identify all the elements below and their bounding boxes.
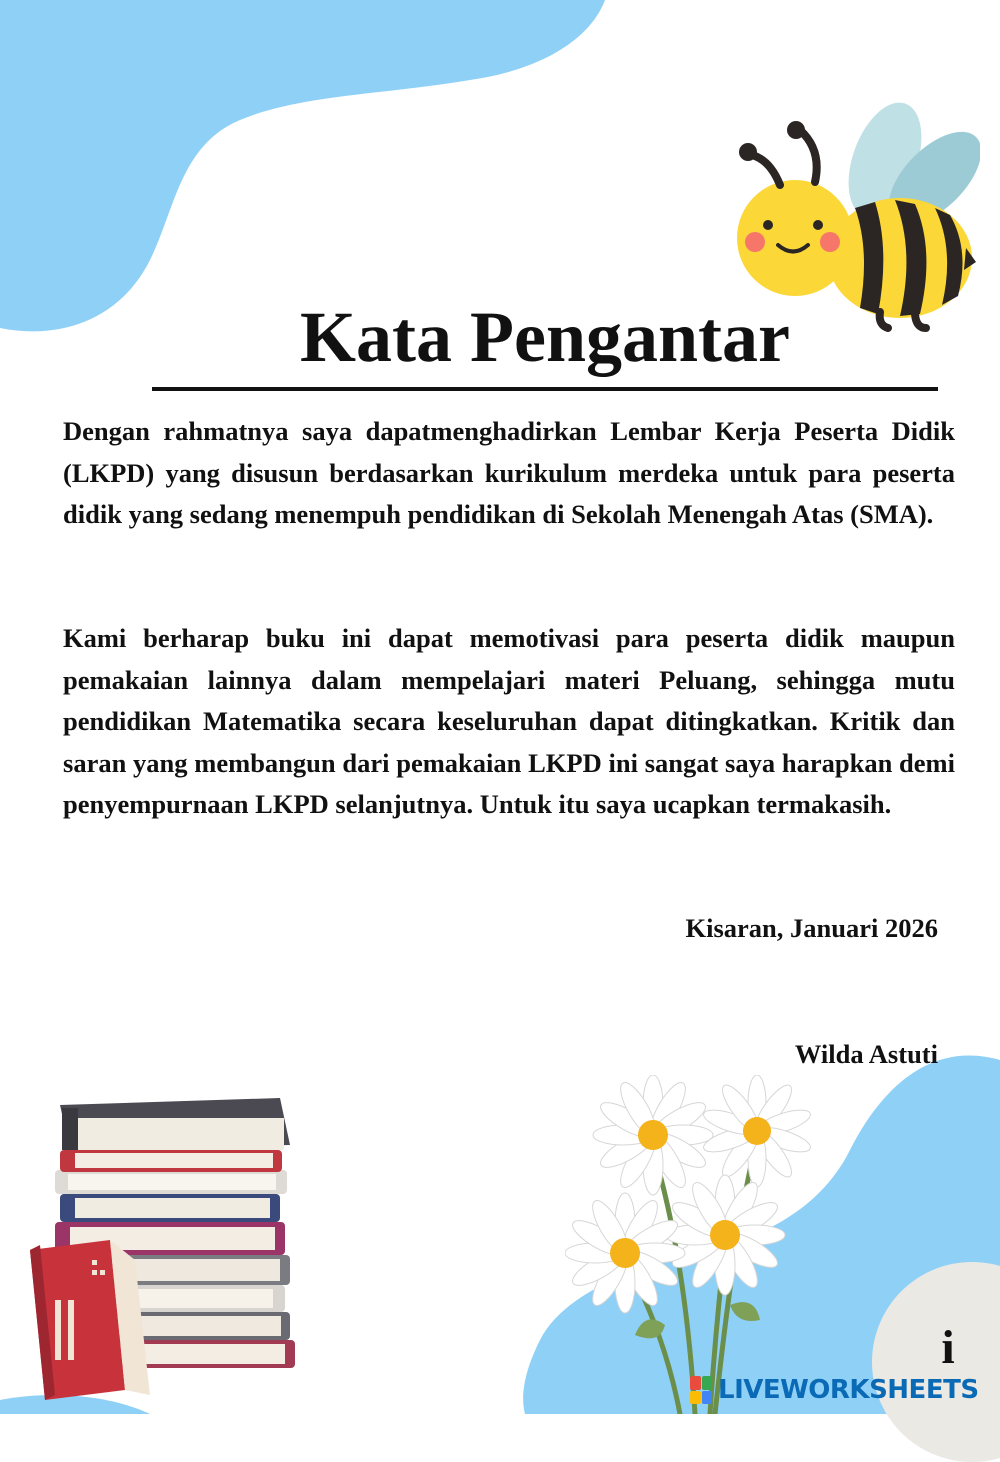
book-stack-illustration [0,1090,310,1400]
daisy-2 [701,1075,813,1187]
daisy-flowers-illustration [565,1075,825,1414]
daisy-1 [593,1075,713,1195]
title-underline [152,387,938,391]
page-number: i [941,1321,955,1374]
liveworksheets-logo-icon [690,1376,712,1404]
liveworksheets-watermark[interactable] [690,1372,979,1408]
place-date: Kisaran, Januari 2026 [685,913,938,943]
author-name: Wilda Astuti [794,1039,938,1069]
hope-paragraph: Kami berharap buku ini dapat memotivasi para peserta didik maupun pemakaian lainnya dalam mempelajari materi Peluang, sehingga mutu pendidikan Matematika secara keseluruhan dapat ditingkatkan. Kritik dan saran yang membangun dari pemakaian LKPD ini sangat saya harapkan demi penyempurnaan LKPD selanjutnya. Untuk itu saya ucapkan termakasih. [63,623,955,819]
page-title: Kata Pengantar [300,297,790,377]
intro-paragraph: Dengan rahmatnya saya dapatmenghadirkan Lembar Kerja Peserta Didik (LKPD) yang disusun berdasarkan kurikulum merdeka untuk para peserta didik yang sedang menempuh pendidikan di Sekolah Menengah Atas (SMA). [63,416,955,529]
top-left-blue-blob [0,0,620,340]
watermark-text: LIVEWORKSHEETS [718,1375,979,1405]
